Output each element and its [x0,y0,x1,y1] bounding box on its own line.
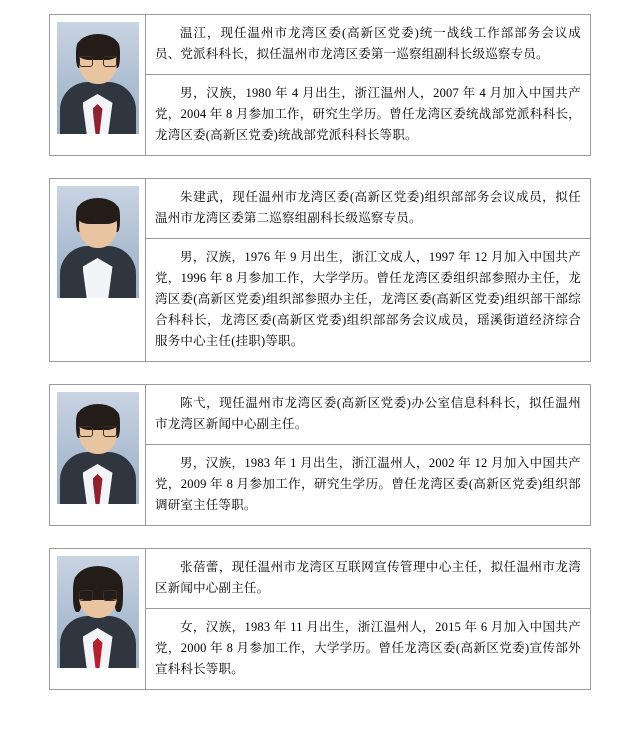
bio-text: 男，汉族，1980 年 4 月出生，浙江温州人，2007 年 4 月加入中国共产党，2004 年 8 月参加工作，研究生学历。曾任龙湾区委统战部党派科科长，龙湾区委(高新区党委)统战部党派科科长等职。 [155,86,581,142]
photo-cell [50,179,146,361]
person-entry [49,178,591,362]
text-cell [146,385,590,525]
text-cell [146,179,590,361]
photo-cell [50,385,146,525]
position-text: 温江，现任温州市龙湾区委(高新区党委)统一战线工作部部务会议成员、党派科科长，拟任温州市龙湾区委第一巡察组副科长级巡察专员。 [155,26,581,61]
position-text: 陈弋，现任温州市龙湾区委(高新区党委)办公室信息科科长，拟任温州市龙湾区新闻中心副主任。 [155,396,581,431]
position-paragraph [146,385,590,445]
bio-text: 男，汉族，1976 年 9 月出生，浙江文成人，1997 年 12 月加入中国共产党，1996 年 8 月参加工作，大学学历。曾任龙湾区委组织部参照办主任，龙湾区委(高新区党委)组织部参照办主任，龙湾区委(高新区党委)组织部干部综合科科长，龙湾区委(高新区党委)组织部部务会议成员，瑶溪街道经济综合服务中心主任(挂职)等职。 [155,250,581,348]
portrait-photo [57,392,139,504]
portrait-photo [57,22,139,134]
position-paragraph [146,15,590,75]
position-text: 朱建武，现任温州市龙湾区委(高新区党委)组织部部务会议成员，拟任温州市龙湾区委第二巡察组副科长级巡察专员。 [155,190,581,225]
position-paragraph [146,549,590,609]
person-entry [49,14,591,156]
text-cell [146,15,590,155]
text-cell [146,549,590,689]
photo-cell [50,549,146,689]
portrait-photo [57,556,139,668]
bio-text: 男，汉族，1983 年 1 月出生，浙江温州人，2002 年 12 月加入中国共产党，2009 年 8 月参加工作，研究生学历。曾任龙湾区委(高新区党委)组织部调研室主任等职。 [155,456,581,512]
person-entry [49,384,591,526]
position-text: 张蓓蕾，现任温州市龙湾区互联网宣传管理中心主任，拟任温州市龙湾区新闻中心副主任。 [155,560,581,595]
bio-text: 女，汉族，1983 年 11 月出生，浙江温州人，2015 年 6 月加入中国共产党，2000 年 8 月参加工作，大学学历。曾任龙湾区委(高新区党委)宣传部外宣科科长等职。 [155,620,581,676]
position-paragraph [146,179,590,239]
photo-cell [50,15,146,155]
bio-paragraph [146,445,590,525]
bio-paragraph [146,609,590,689]
bio-paragraph [146,239,590,361]
person-entry [49,548,591,690]
portrait-photo [57,186,139,298]
bio-paragraph [146,75,590,155]
